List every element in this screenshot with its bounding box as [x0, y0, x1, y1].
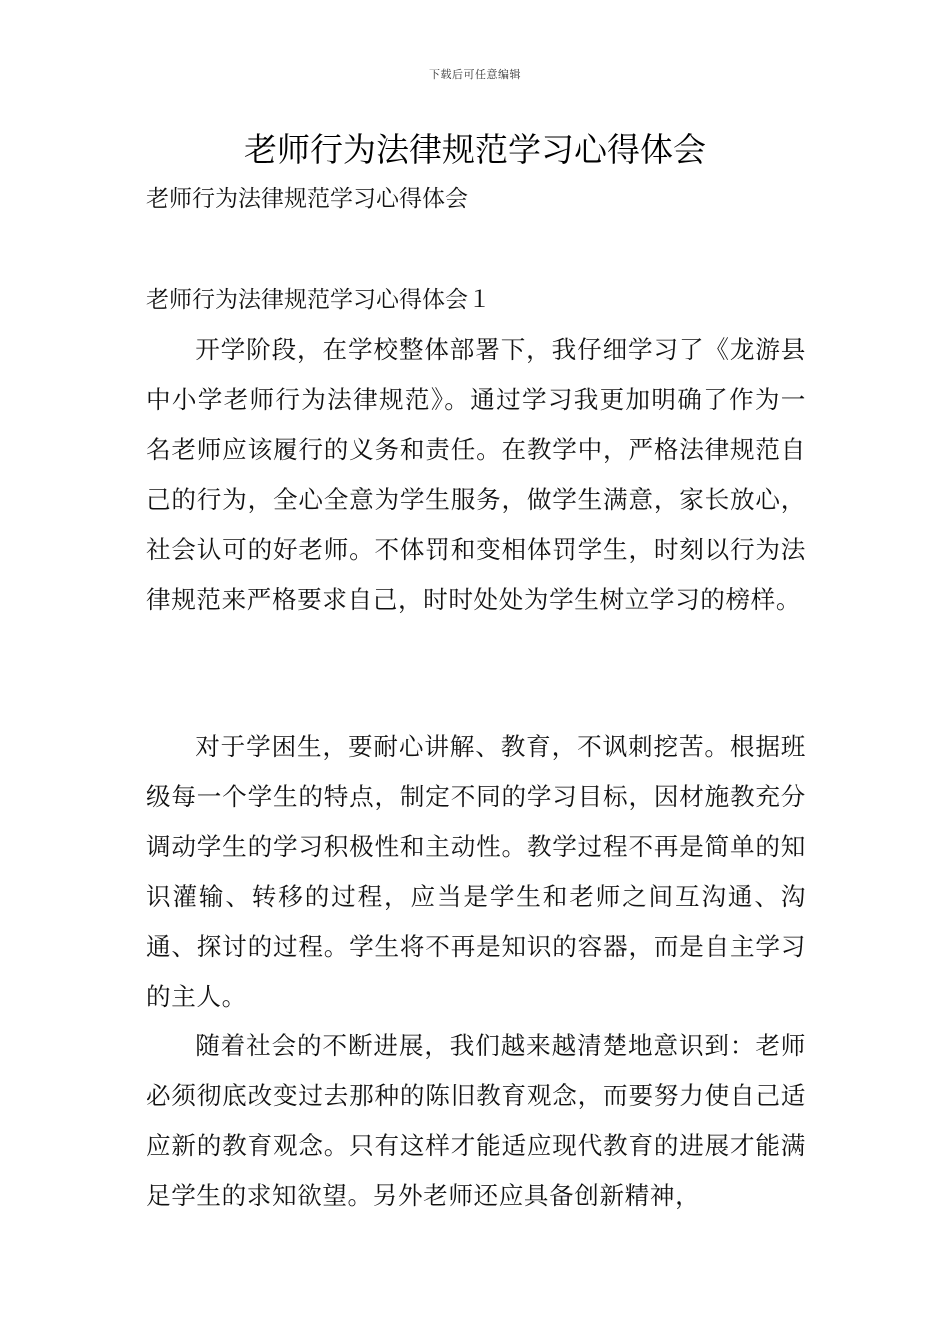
document-title: 老师行为法律规范学习心得体会 — [244, 130, 706, 169]
document-subtitle: 老师行为法律规范学习心得体会 — [146, 186, 468, 212]
paragraph: 对于学困生，要耐心讲解、教育，不讽刺挖苦。根据班级每一个学生的特点，制定不同的学习目标，因材施教充分调动学生的学习积极性和主动性。教学过程不再是简单的知识灌输、转移的过程，应当是学生和老师之间互沟通、沟通、探讨的过程。学生将不再是知识的容器，而是自主学习的主人。 — [146, 732, 806, 1011]
paragraph: 开学阶段，在学校整体部署下，我仔细学习了《龙游县中小学老师行为法律规范》。通过学习我更加明确了作为一名老师应该履行的义务和责任。在教学中，严格法律规范自己的行为，全心全意为学生服务，做学生满意，家长放心，社会认可的好老师。不体罚和变相体罚学生，时刻以行为法律规范来严格要求自己，时时处处为学生树立学习的榜样。 — [146, 335, 806, 614]
section-heading: 老师行为法律规范学习心得体会１ — [146, 287, 491, 313]
header-note: 下载后可任意编辑 — [429, 68, 521, 81]
paragraph: 随着社会的不断进展，我们越来越清楚地意识到：老师必须彻底改变过去那种的陈旧教育观念，而要努力使自己适应新的教育观念。只有这样才能适应现代教育的进展才能满足学生的求知欲望。另外老师还应具备创新精神， — [146, 1031, 806, 1210]
